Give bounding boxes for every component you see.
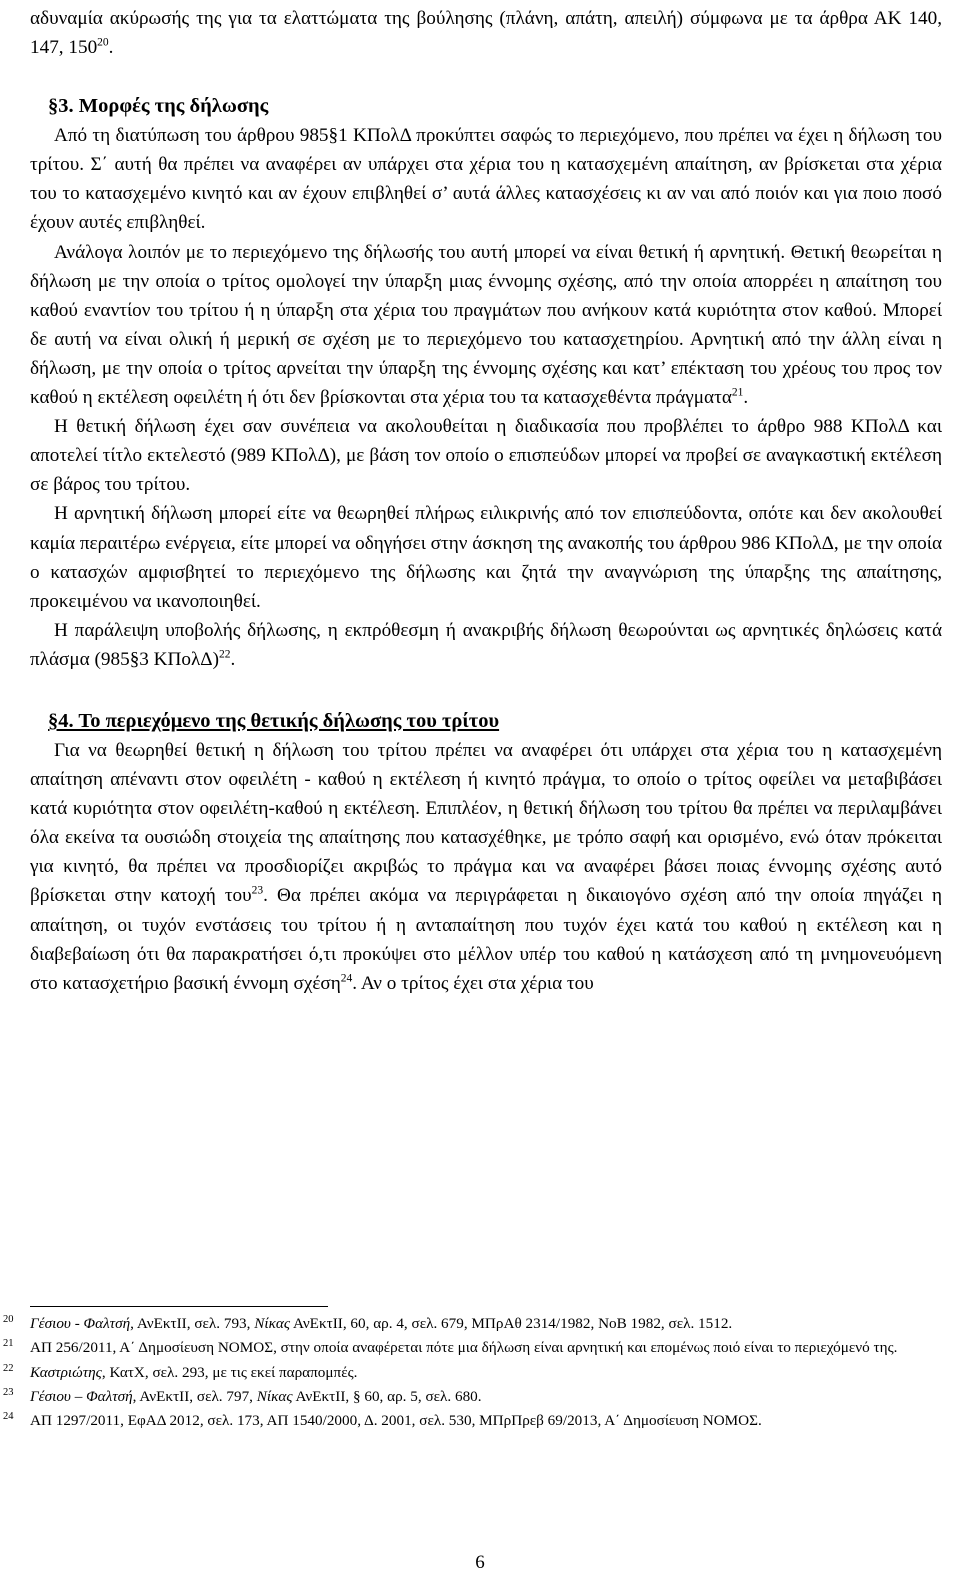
footnotes bbox=[3, 1312, 942, 1433]
section-4-paragraph-1: Για να θεωρηθεί θετική η δήλωση του τρίτου πρέπει να αναφέρει ότι υπάρχει στα χέρια του η κατασχεμένη απαίτηση απέναντι στον οφειλέτη - καθού η εκτέλεση ή κινητό πράγμα, το οποίο ο τρίτος οφείλει να μεταβιβάσει κατά κυριότητα στον οφειλέτη-καθού η εκτέλεση. Επιπλέον, η θετική δήλωση του τρίτου θα πρέπει να περιλαμβάνει όλα εκείνα τα ουσιώδη στοιχεία της απαίτησης που κατασχέθηκε, με τρόπο σαφή και ορισμένο, ενώ όταν πρόκειται για κινητό, θα πρέπει να προσδιορίζει ακριβώς το πράγμα και να αναφέρει βάσει ποιας έννομης σχέσης αυτό βρίσκεται στην κατοχή του$^{23}$. Θα πρέπει ακόμα να περιγράφεται η δικαιογόνο σχέση από την οποία πηγάζει η απαίτηση, οι τυχόν ενστάσεις του τρίτου ή η ανταπαίτηση που τυχόν έχει κατά του καθού η εκτέλεση και η διαβεβαίωση ότι θα παρακρατήσει ό,τι προκύψει στο μέλλον υπέρ του καθού η κατάσχεση από τη μνημονευόμενη στο κατασχετήριο βασική έννομη σχέση$^{24}$. Αν ο τρίτος έχει στα χέρια του bbox=[30, 739, 942, 994]
footnote-number: 24 bbox=[3, 1411, 14, 1423]
footnote-20: 20 Γέσιου - Φαλτσή, ΑνΕκτΙΙ, σελ. 793, Νίκας ΑνΕκτΙΙ, 60, αρ. 4, σελ. 679, ΜΠρΑθ 2314/1982, ΝοΒ 1982, σελ. 1512. bbox=[3, 1314, 733, 1332]
page-number: 6 bbox=[475, 1552, 485, 1573]
section-3-paragraph-5: Η παράλειψη υποβολής δήλωσης, η εκπρόθεσμη ή ανακριβής δήλωση θεωρούνται ως αρνητικές δηλώσεις κατά πλάσμα (985§3 ΚΠολΔ)$^{22}$. bbox=[30, 619, 942, 670]
footnote-number: 23 bbox=[3, 1386, 14, 1398]
section-3-paragraph-2: Ανάλογα λοιπόν με το περιεχόμενο της δήλωσής του αυτή μπορεί να είναι θετική ή αρνητική. Θετική θεωρείται η δήλωση με την οποία ο τρίτος ομολογεί την ύπαρξη μιας έννομης σχέσης, από την οποία απορρέει η απαίτηση του καθού εναντίον του τρίτου ή η ύπαρξη στα χέρια του πραγμάτων που ανήκουν κατά κυριότητα στον καθού. Μπορεί δε αυτή να είναι ολική ή μερική σε σχέση με το περιεχόμενο του κατασχετηρίου. Αρνητική από την άλλη είναι η δήλωση, με την οποία ο τρίτος αρνείται την ύπαρξη της έννομης σχέσης και κατ’ επέκταση του χρέους του προς τον καθού η εκτέλεση οφειλέτη ή ότι δεν βρίσκονται στα χέρια του τα κατασχεθέντα πράγματα$^{21}$. bbox=[30, 241, 942, 409]
section-4-heading: §4. Το περιεχόμενο της θετικής δήλωσης του τρίτου bbox=[48, 709, 500, 732]
footnote-number: 21 bbox=[3, 1338, 14, 1350]
document-body bbox=[30, 4, 942, 998]
footnote-ref-20[interactable]: 20 bbox=[97, 36, 109, 49]
footnote-24: 24 ΑΠ 1297/2011, ΕφΑΔ 2012, σελ. 173, ΑΠ 1540/2000, Δ. 2001, σελ. 530, ΜΠρΠρεβ 69/2013, Α΄ Δημοσίευση ΝΟΜΟΣ. bbox=[3, 1411, 762, 1430]
intro-paragraph: αδυναμία ακύρωσής της για τα ελαττώματα της βούλησης (πλάνη, απάτη, απειλή) σύμφωνα με τα άρθρα ΑΚ 140, 147, $150^{20}$. bbox=[30, 8, 942, 59]
section-3-heading: §3. Μορφές της δήλωσης bbox=[48, 95, 269, 118]
footnote-ref-22[interactable]: 22 bbox=[219, 648, 231, 661]
footnote-ref-23[interactable]: 23 bbox=[251, 885, 264, 898]
footnote-separator bbox=[30, 1306, 328, 1307]
footnote-21: 21 ΑΠ 256/2011, Α΄ Δημοσίευση ΝΟΜΟΣ, στην οποία αναφέρεται πότε μια δήλωση είναι αρνητική και επομένως ποιό είναι το περιεχόμενό της. bbox=[3, 1338, 898, 1357]
footnote-ref-21[interactable]: 21 bbox=[731, 386, 744, 399]
footnote-number: 20 bbox=[3, 1314, 14, 1325]
footnote-ref-24[interactable]: 24 bbox=[340, 972, 353, 985]
section-3-paragraph-4: Η αρνητική δήλωση μπορεί είτε να θεωρηθεί πλήρως ειλικρινής από τον επισπεύδοντα, οπότε και δεν ακολουθεί καμία περαιτέρω ενέργεια, είτε μπορεί να οδηγήσει στην άσκηση της ανακοπής του άρθρου 986 ΚΠολΔ, με την οποία ο κατασχών αμφισβητεί το περιεχόμενο της δήλωσης και ζητά την αναγνώριση της ύπαρξης της απαίτησης, προκειμένου να ικανοποιηθεί. bbox=[30, 503, 942, 612]
footnote-22: 22 Καστριώτης, ΚατΧ, σελ. 293, με τις εκεί παραπομπές. bbox=[3, 1362, 358, 1381]
footnote-number: 22 bbox=[3, 1362, 14, 1374]
section-3-paragraph-1: Από τη διατύπωση του άρθρου 985§1 ΚΠολΔ προκύπτει σαφώς το περιεχόμενο, που πρέπει να έχει η δήλωση του τρίτου. Σ΄ αυτή θα πρέπει να αναφέρει αν υπάρχει στα χέρια του η κατασχεμένη απαίτηση, αν βρίσκεται στα χέρια του το κατασχεμένο κινητό και αν έχουν επιβληθεί σ’ αυτά άλλες κατασχέσεις κι αν ναι από ποιόν και για ποιο ποσό έχουν αυτές επιβληθεί. bbox=[30, 125, 942, 234]
section-3-paragraph-3: Η θετική δήλωση έχει σαν συνέπεια να ακολουθείται η διαδικασία που προβλέπει το άρθρο 988 ΚΠολΔ και αποτελεί τίτλο εκτελεστό (989 ΚΠολΔ), με βάση τον οποίο ο επισπεύδων μπορεί να προβεί σε αναγκαστική εκτέλεση σε βάρος του τρίτου. bbox=[30, 416, 942, 496]
footnote-23: 23 Γέσιου – Φαλτσή, ΑνΕκτΙΙ, σελ. 797, Νίκας ΑνΕκτΙΙ, § 60, αρ. 5, σελ. 680. bbox=[3, 1386, 482, 1405]
